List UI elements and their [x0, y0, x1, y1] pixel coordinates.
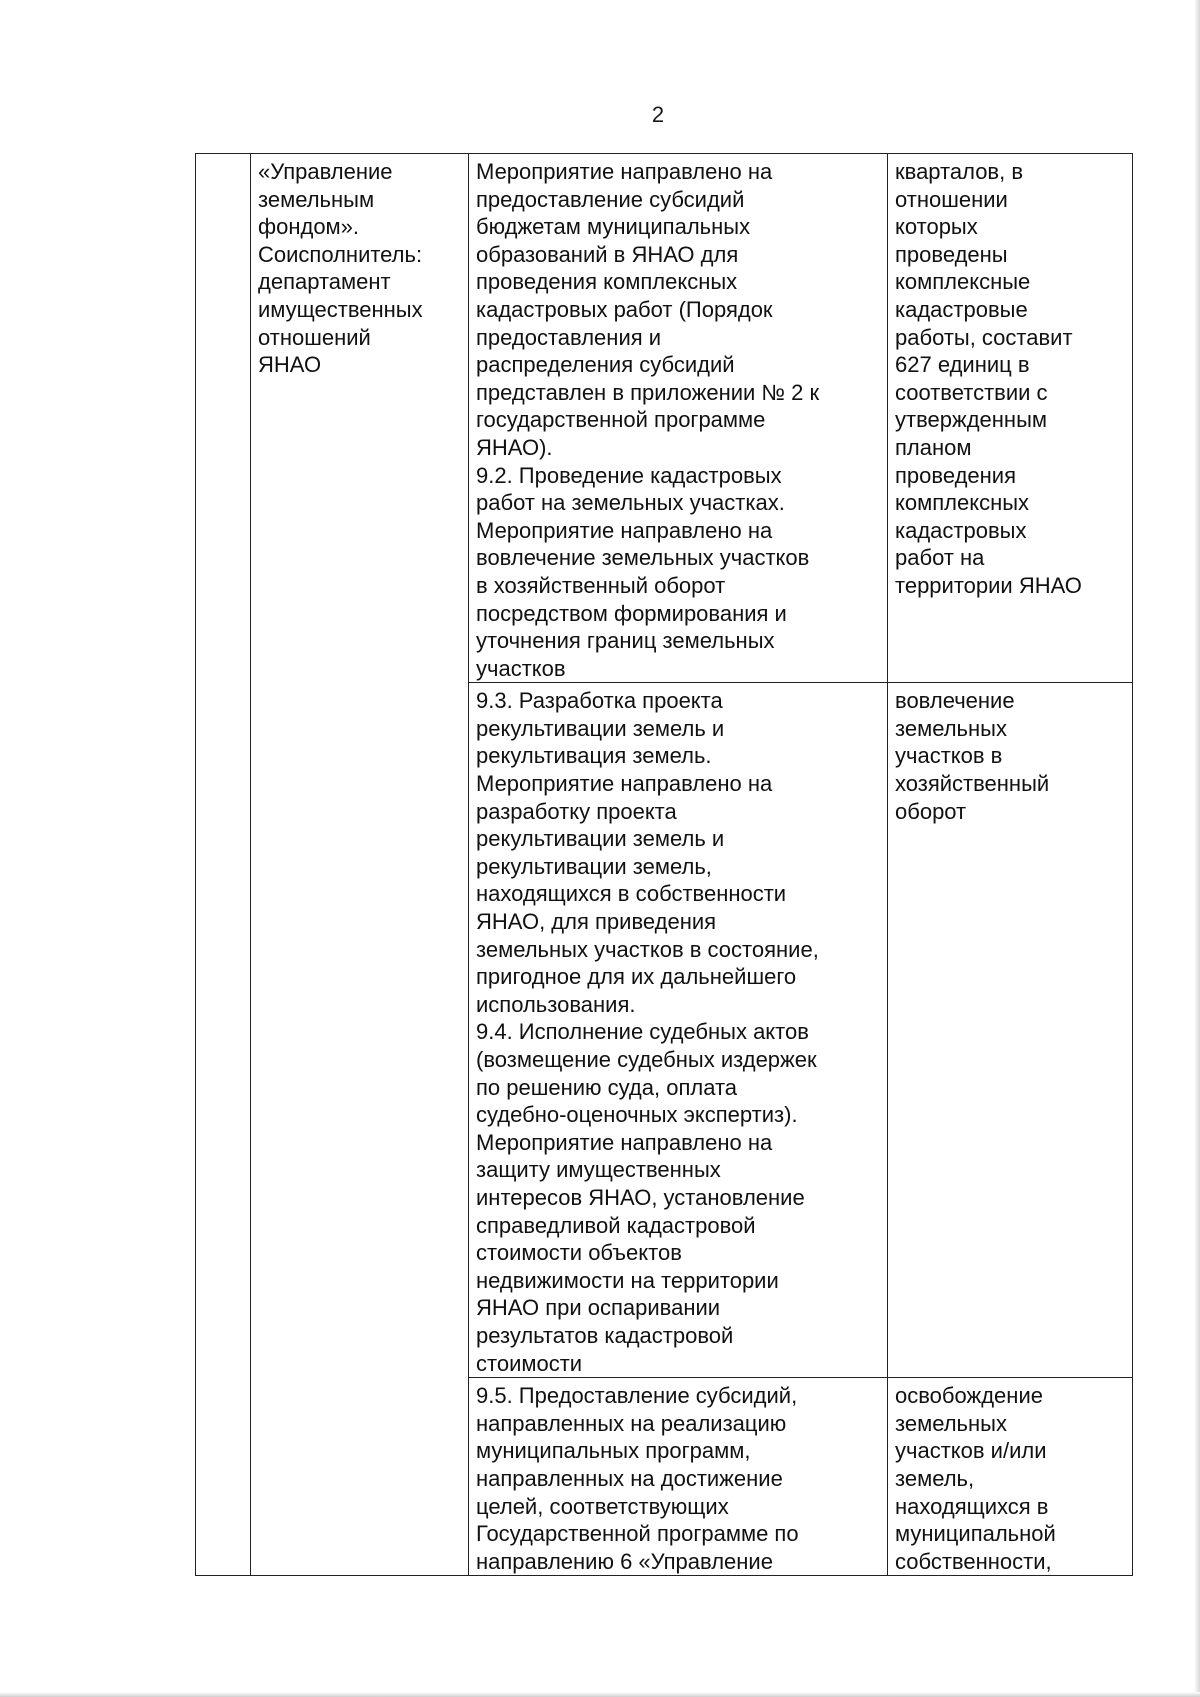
- program-activities-table: [195, 153, 1133, 1576]
- expected-result-cell: освобождение земельных участков и/или земель, находящихся в муниципальной собственности,: [888, 1378, 1133, 1576]
- scan-bottom-edge: [0, 1692, 1200, 1697]
- table-row: [196, 154, 1133, 683]
- activity-description-cell: 9.5. Предоставление субсидий, направленных на реализацию муниципальных программ, направленных на достижение целей, соответствующих Государственной программе по направлению 6 «Управление: [469, 1378, 888, 1576]
- expected-result-cell: кварталов, в отношении которых проведены комплексные кадастровые работы, составит 627 единиц в соответствии с утвержденным планом проведения комплексных кадастровых работ на территории ЯНАО: [888, 154, 1133, 683]
- page-number: 2: [651, 102, 665, 127]
- responsible-executor-cell: «Управление земельным фондом». Соисполнитель: департамент имущественных отношений ЯНАО: [251, 154, 469, 1576]
- activity-description-cell: 9.3. Разработка проекта рекультивации земель и рекультивация земель. Мероприятие направлено на разработку проекта рекультивации земель и рекультивации земель, находящихся в собственности ЯНАО, для приведения земельных участков в состояние, пригодное для их дальнейшего использования. 9.4. Исполнение судебных актов (возмещение судебных издержек по решению суда, оплата судебно-оценочных экспертиз). Мероприятие направлено на защиту имущественных интересов ЯНАО, установление справедливой кадастровой стоимости объектов недвижимости на территории ЯНАО при оспаривании результатов кадастровой стоимости: [469, 683, 888, 1378]
- activity-description-cell: Мероприятие направлено на предоставление субсидий бюджетам муниципальных образований в ЯНАО для проведения комплексных кадастровых работ (Порядок предоставления и распределения субсидий представлен в приложении № 2 к государственной программе ЯНАО). 9.2. Проведение кадастровых работ на земельных участках. Мероприятие направлено на вовлечение земельных участков в хозяйственный оборот посредством формирования и уточнения границ земельных участков: [469, 154, 888, 683]
- scan-page-edge: [1194, 0, 1200, 1697]
- expected-result-cell: вовлечение земельных участков в хозяйственный оборот: [888, 683, 1133, 1378]
- row-number-cell: [196, 154, 251, 1576]
